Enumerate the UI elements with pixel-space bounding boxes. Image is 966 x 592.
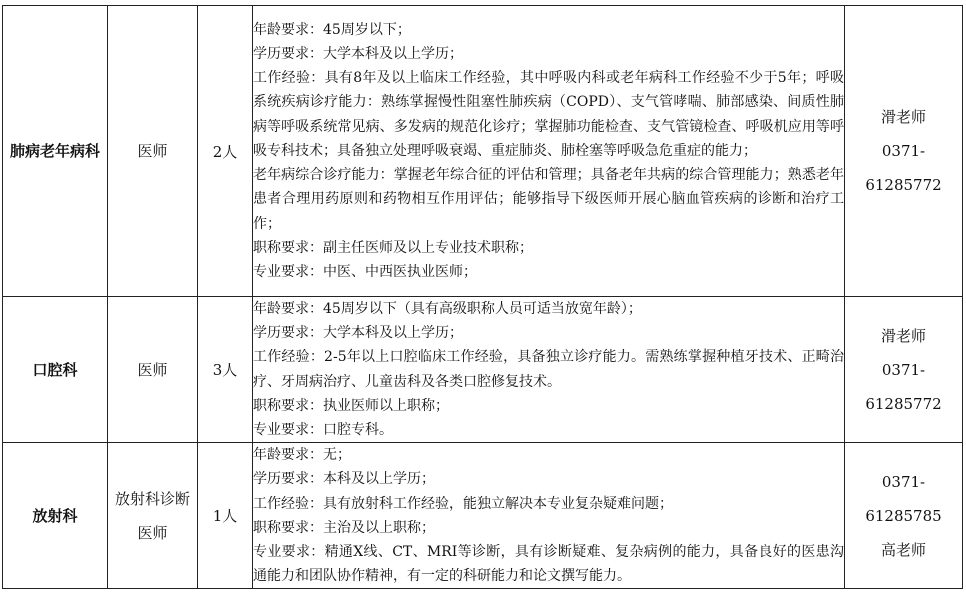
- requirements-cell: [253, 297, 845, 443]
- requirement-line: 专业要求：精通X线、CT、MRI等诊断，具有诊断疑难、复杂病例的能力，具备良好的医患沟通能力和团队协作精神，有一定的科研能力和论文撰写能力。: [253, 544, 844, 585]
- department-cell: 肺病老年病科: [3, 6, 108, 297]
- requirement-line: 年龄要求：45周岁以下；: [253, 21, 411, 38]
- requirements-cell: [253, 6, 845, 297]
- requirement-line: 老年病综合诊疗能力：掌握老年综合征的评估和管理；具备老年共病的综合管理能力；熟悉老年患者合理用药原则和药物相互作用评估；能够指导下级医师开展心脑血管疾病的诊断和治疗工作；: [253, 167, 844, 232]
- requirement-line: 工作经验：具有放射科工作经验，能独立解决本专业复杂疑难问题；: [253, 495, 673, 512]
- count-cell: 1人: [198, 443, 253, 589]
- recruitment-table: [2, 5, 963, 589]
- requirement-line: 专业要求：中医、中西医执业医师；: [253, 263, 477, 280]
- contact-line: 0371-61285772: [865, 142, 942, 194]
- count-cell: 2人: [198, 6, 253, 297]
- table-row: [3, 6, 963, 297]
- contact-cell: [845, 443, 963, 589]
- table-row: [3, 297, 963, 443]
- requirement-line: 专业要求：口腔专科。: [253, 422, 393, 439]
- contact-line: 高老师: [880, 540, 926, 559]
- position-cell: 医师: [108, 6, 198, 297]
- contact-line: 滑老师: [880, 108, 926, 126]
- requirement-line: 年龄要求：45周岁以下（具有高级职称人员可适当放宽年龄）；: [253, 301, 642, 317]
- requirement-line: 职称要求：执业医师以上职称；: [253, 397, 449, 414]
- contact-cell: [845, 6, 963, 297]
- contact-line: 0371-61285785: [865, 472, 942, 525]
- requirement-line: 学历要求：大学本科及以上学历；: [253, 325, 463, 342]
- contact-line: 0371-61285772: [865, 360, 942, 413]
- requirement-line: 职称要求：副主任医师及以上专业技术职称；: [253, 239, 533, 256]
- contact-line: 滑老师: [880, 326, 926, 345]
- department-cell: 放射科: [3, 443, 108, 589]
- position-cell: 放射科诊断医师: [108, 443, 198, 589]
- table-row: [3, 443, 963, 589]
- department-cell: 口腔科: [3, 297, 108, 443]
- position-cell: 医师: [108, 297, 198, 443]
- requirements-cell: [253, 443, 845, 589]
- requirement-line: 年龄要求：无；: [253, 447, 351, 464]
- requirement-line: 工作经验：2-5年以上口腔临床工作经验，具备独立诊疗能力。需熟练掌握种植牙技术、正畸治疗、牙周病治疗、儿童齿科及各类口腔修复技术。: [253, 349, 844, 390]
- count-cell: 3人: [198, 297, 253, 443]
- requirement-line: 学历要求：本科及以上学历；: [253, 471, 435, 488]
- requirement-line: 学历要求：大学本科及以上学历；: [253, 46, 463, 63]
- requirement-line: 工作经验：具有8年及以上临床工作经验，其中呼吸内科或老年病科工作经验不少于5年；呼吸系统疾病诊疗能力：熟练掌握慢性阻塞性肺疾病（COPD）、支气管哮喘、肺部感染、间质性肺病等呼吸系统常见病、多发病的规范化诊疗；掌握肺功能检查、支气管镜检查、呼吸机应用等呼吸专科技术；具备独立处理呼吸衰竭、重症肺炎、肺栓塞等呼吸急危重症的能力；: [253, 70, 844, 159]
- contact-cell: [845, 297, 963, 443]
- requirement-line: 职称要求：主治及以上职称；: [253, 519, 435, 536]
